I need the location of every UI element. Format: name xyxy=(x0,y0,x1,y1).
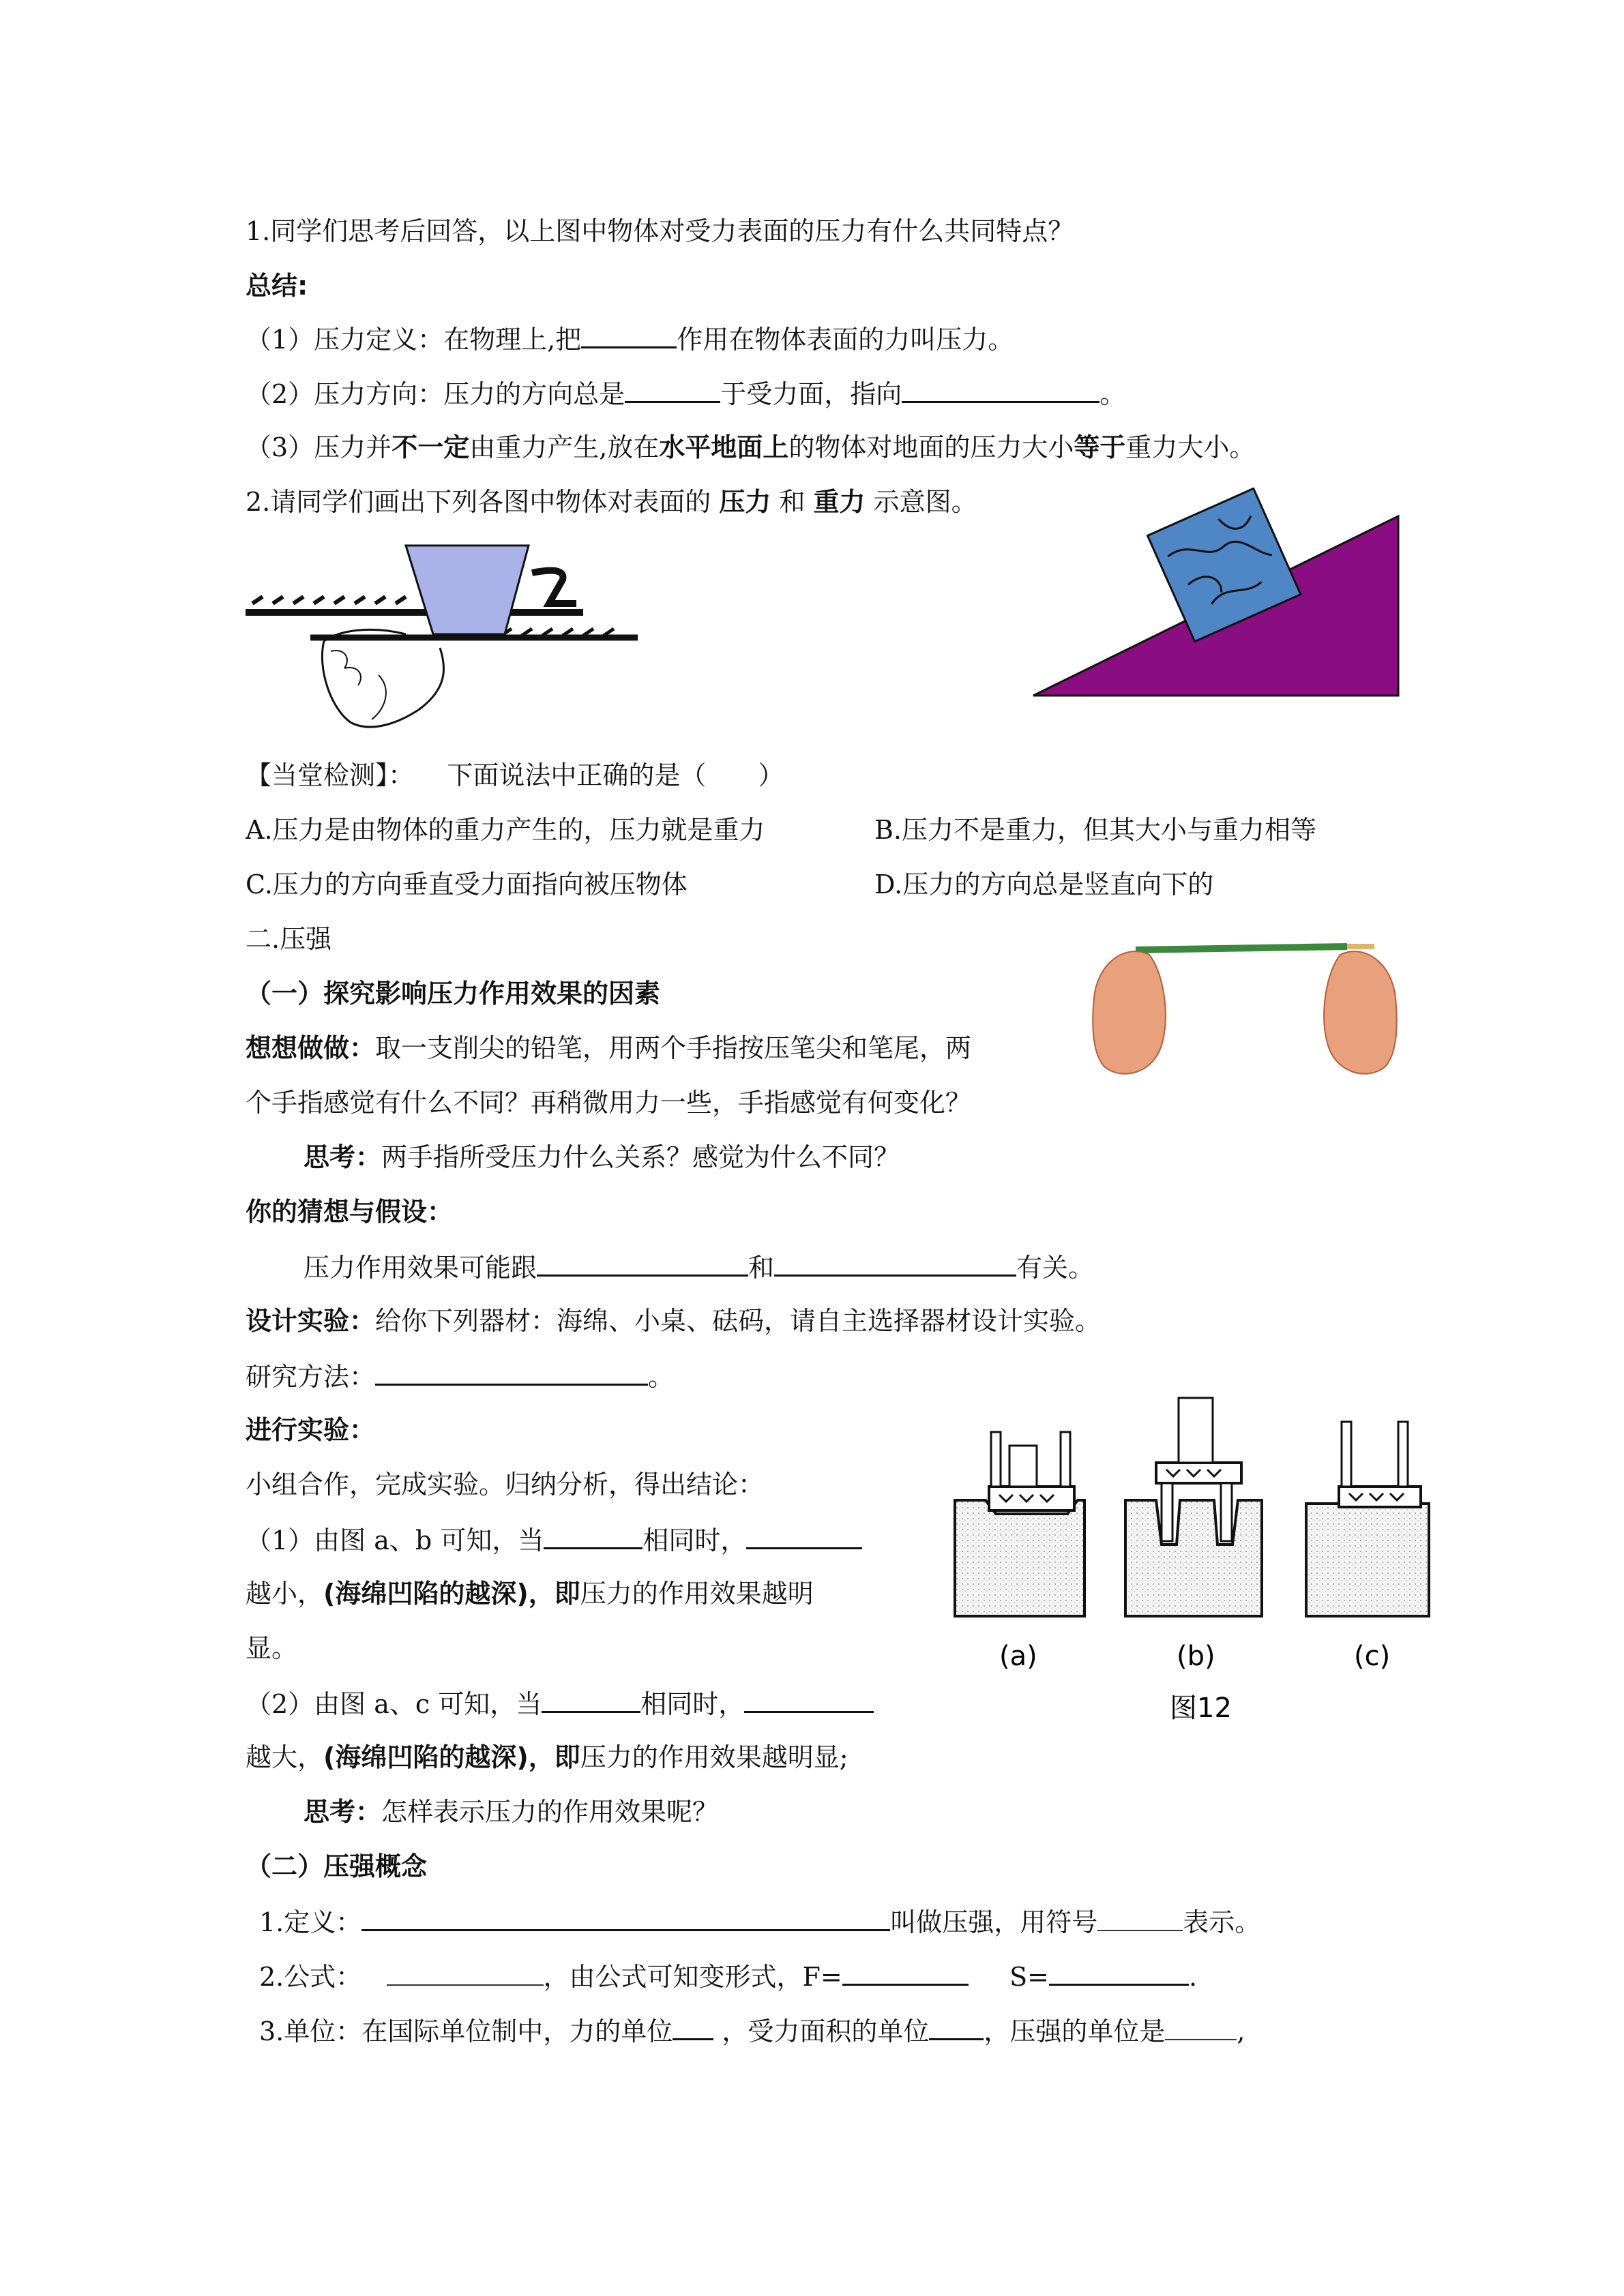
option-c[interactable]: C.压力的方向垂直受力面指向被压物体 xyxy=(246,869,688,899)
blank-point-to[interactable] xyxy=(902,376,1099,403)
cup-ceiling-figure xyxy=(242,539,651,743)
guess-text-c: 有关。 xyxy=(1016,1253,1095,1283)
formula-text-c: S= xyxy=(1009,1962,1050,1992)
result-2-text-b: 相同时， xyxy=(640,1689,745,1719)
hand-icon xyxy=(322,641,443,727)
definition-text-b: 叫做压强，用符号 xyxy=(890,1907,1098,1937)
definition-label: 1.定义： xyxy=(259,1907,362,1937)
question-2-text-c: 和 xyxy=(771,487,814,517)
result-2-line-1 xyxy=(246,1686,874,1720)
incline-figure xyxy=(1023,488,1405,699)
summary-3-text-g: 重力大小。 xyxy=(1125,432,1256,462)
think-2-text: 怎样表示压力的作用效果呢？ xyxy=(381,1797,719,1827)
think-label: 思考： xyxy=(304,1142,382,1172)
subsection-2-title: （二）压强概念 xyxy=(246,1851,428,1881)
blank-factor-1[interactable] xyxy=(537,1250,748,1277)
think-line xyxy=(304,1141,900,1174)
blank-r1-same[interactable] xyxy=(544,1523,643,1549)
summary-1 xyxy=(246,322,1014,356)
unit-line xyxy=(259,2014,1245,2048)
result-2-text-c: 越大， xyxy=(246,1742,324,1772)
do-title: 进行实验： xyxy=(246,1415,376,1445)
summary-1-text-a: （1）压力定义：在物理上,把 xyxy=(246,325,582,355)
formula-line xyxy=(259,1959,1197,1993)
guess-text-a: 压力作用效果可能跟 xyxy=(304,1253,537,1283)
check-question: 下面说法中正确的是（ ） xyxy=(447,760,784,790)
summary-3-bold-a: 不一定 xyxy=(392,432,470,462)
question-1: 1.同学们思考后回答，以上图中物体对受力表面的压力有什么共同特点？ xyxy=(246,216,1074,246)
result-1-text-b: 相同时， xyxy=(643,1525,747,1555)
formula-label: 2.公式： xyxy=(259,1962,362,1992)
figure-12-sponge-experiment xyxy=(945,1391,1449,1732)
check-line xyxy=(246,759,784,792)
pencil-hands-photo xyxy=(1088,917,1402,1088)
think-do-label: 想想做做： xyxy=(246,1033,376,1063)
result-1-line-1 xyxy=(246,1523,862,1557)
caption-b: (b) xyxy=(1177,1641,1215,1672)
summary-title: 总结: xyxy=(246,271,308,301)
subsection-1-title: （一）探究影响压力作用效果的因素 xyxy=(246,979,661,1009)
result-2-bold-d: (海绵凹陷的越深)，即 xyxy=(323,1742,580,1772)
guess-text-b: 和 xyxy=(748,1253,775,1283)
blank-formula-s[interactable] xyxy=(1049,1959,1189,1986)
caption-a: (a) xyxy=(999,1641,1037,1672)
design-text: 给你下列器材：海绵、小桌、砝码，请自主选择器材设计实验。 xyxy=(375,1306,1102,1336)
guess-title: 你的猜想与假设： xyxy=(246,1197,454,1227)
blank-area-unit[interactable] xyxy=(929,2014,984,2040)
question-2-bold-gravity: 重力 xyxy=(813,487,866,517)
blank-r1-variable[interactable] xyxy=(746,1523,862,1549)
blank-r2-variable[interactable] xyxy=(744,1686,874,1713)
think-2-label: 思考： xyxy=(304,1797,382,1827)
blank-force-unit[interactable] xyxy=(673,2014,713,2040)
think-do-line-1 xyxy=(246,1032,971,1064)
summary-2-text-c: 。 xyxy=(1099,379,1126,409)
blank-pressure-unit[interactable] xyxy=(1165,2014,1237,2040)
cup-icon xyxy=(406,546,529,634)
right-hand-icon xyxy=(1324,951,1397,1074)
summary-2-text-b: 于受力面，指向 xyxy=(720,379,902,409)
check-title: 【当堂检测】： xyxy=(246,760,415,790)
summary-3-bold-f: 等于 xyxy=(1074,432,1126,462)
sponge-c xyxy=(1306,1422,1429,1616)
think-2-line xyxy=(304,1795,718,1828)
question-2-bold-pressure: 压力 xyxy=(719,487,771,517)
blank-method[interactable] xyxy=(375,1359,648,1386)
result-2-text-a: （2）由图 a、c 可知，当 xyxy=(246,1689,542,1719)
unit-text-d: , xyxy=(1237,2016,1245,2046)
think-do-line-2: 个手指感觉有什么不同？再稍微用力一些，手指感觉有何变化？ xyxy=(246,1088,972,1118)
result-2-line-2 xyxy=(246,1741,848,1774)
sponge-b xyxy=(1125,1398,1262,1616)
method-line xyxy=(246,1359,674,1393)
blank-formula[interactable] xyxy=(387,1960,544,1986)
result-1-text-e: 压力的作用效果越明 xyxy=(580,1579,814,1609)
result-1-text-c: 越小， xyxy=(246,1579,324,1609)
result-1-bold-d: (海绵凹陷的越深)，即 xyxy=(323,1579,580,1609)
definition-line xyxy=(259,1905,1260,1939)
definition-text-c: 表示。 xyxy=(1183,1907,1261,1937)
design-line xyxy=(246,1304,1101,1337)
method-text-end: 。 xyxy=(648,1362,675,1392)
think-text: 两手指所受压力什么关系？感觉为什么不同？ xyxy=(381,1142,900,1172)
summary-1-text-b: 作用在物体表面的力叫压力。 xyxy=(677,325,1014,355)
summary-2 xyxy=(246,376,1125,411)
sponge-a xyxy=(955,1432,1084,1616)
left-hand-icon xyxy=(1093,951,1166,1074)
unit-label: 3.单位：在国际单位制中，力的单位 xyxy=(259,2016,673,2046)
blank-factor-2[interactable] xyxy=(774,1250,1016,1277)
result-1-text-a: （1）由图 a、b 可知，当 xyxy=(246,1525,544,1555)
option-a[interactable]: A.压力是由物体的重力产生的，压力就是重力 xyxy=(246,815,765,845)
summary-3-bold-d: 水平地面上 xyxy=(659,432,789,462)
summary-3-text-e: 的物体对地面的压力大小 xyxy=(788,432,1074,462)
formula-text-d: . xyxy=(1189,1962,1198,1992)
question-2 xyxy=(246,486,977,518)
question-2-text-a: 2.请同学们画出下列各图中物体对表面的 xyxy=(246,487,720,517)
summary-3 xyxy=(246,431,1255,464)
summary-3-text-c: 由重力产生,放在 xyxy=(469,432,660,462)
do-text: 小组合作，完成实验。归纳分析，得出结论： xyxy=(246,1470,765,1500)
blank-direction[interactable] xyxy=(625,376,720,403)
method-label: 研究方法： xyxy=(246,1362,376,1392)
result-1-line-2 xyxy=(246,1577,814,1610)
unit-text-b: ，受力面积的单位 xyxy=(722,2016,930,2046)
option-b[interactable]: B.压力不是重力，但其大小与重力相等 xyxy=(874,815,1317,845)
section-2-title: 二.压强 xyxy=(246,924,332,954)
caption-c: (c) xyxy=(1354,1641,1391,1672)
formula-text-b: ，由公式可知变形式，F= xyxy=(543,1962,842,1992)
blank-r2-same[interactable] xyxy=(542,1686,640,1713)
blank-symbol[interactable] xyxy=(1097,1905,1183,1931)
blank-pressure-definition[interactable] xyxy=(581,322,677,348)
result-2-text-e: 压力的作用效果越明显; xyxy=(580,1742,848,1772)
summary-3-text-a: （3）压力并 xyxy=(246,432,392,462)
result-1-line-3: 显。 xyxy=(246,1633,298,1663)
question-2-text-e: 示意图。 xyxy=(865,487,977,517)
guess-line xyxy=(304,1250,1094,1284)
option-d[interactable]: D.压力的方向总是竖直向下的 xyxy=(874,869,1214,899)
unit-text-c: ，压强的单位是 xyxy=(984,2016,1166,2046)
blank-formula-f[interactable] xyxy=(842,1959,969,1986)
summary-2-text-a: （2）压力方向：压力的方向总是 xyxy=(246,379,625,409)
figure-12-title: 图12 xyxy=(1170,1693,1232,1724)
design-label: 设计实验： xyxy=(246,1306,376,1336)
think-do-text: 取一支削尖的铅笔，用两个手指按压笔尖和笔尾，两 xyxy=(375,1033,972,1063)
blank-definition[interactable] xyxy=(361,1905,890,1931)
